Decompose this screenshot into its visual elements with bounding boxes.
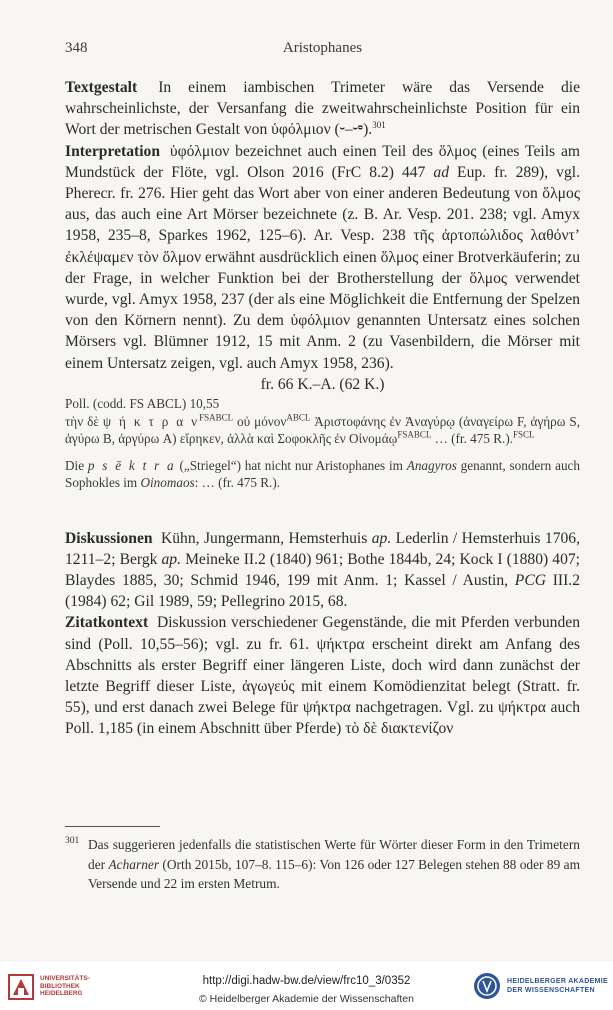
section-label: Zitatkontext xyxy=(65,614,149,632)
manuscript-siglum: ABCL xyxy=(286,412,311,423)
section-body: Kühn, Jungermann, Hemsterhuis xyxy=(160,529,372,547)
translation-text: genannt, sondern auch Sophokles im xyxy=(65,457,580,491)
italic-title: Anagyros xyxy=(406,457,457,473)
greek-text: οὐ μόνον xyxy=(233,413,287,429)
italic-title: Oinomaos xyxy=(140,475,195,491)
greek-text: … (fr. 475 R.). xyxy=(431,431,514,447)
fragment-greek-text xyxy=(65,413,580,448)
fragment-title: fr. 66 K.–A. (62 K.) xyxy=(260,375,385,393)
fragment-translation xyxy=(65,457,580,492)
section-label: Interpretation xyxy=(65,142,160,160)
section-body: Diskussion verschiedener Gegenstände, die mit Pferden verbunden sind (Poll. 10,55–56); vgl. zu fr. 61. ψήκτρα erscheint direkt am Anfang des Abschnitts als erster Begriff einer längeren Liste, doch wird dann zunächst der letzte Begriff dieser Liste, ἀγωγεύς mit einem Komödienzitat belegt (Stratt. fr. 55), und erst danach zwei Belege für ψήκτρα nachgetragen. Vgl. zu ψήκτρα auch Poll. 1,185 (in einem Abschnitt über Pferde) τὸ δὲ διακτενίζον xyxy=(65,614,580,738)
permalink-url[interactable]: http://digi.hadw-bw.de/view/frc10_3/0352 xyxy=(202,975,411,987)
spaced-lemma: p s ē k t r a xyxy=(87,457,176,473)
section-body: ὑφόλμιον bezeichnet auch einen Teil des ὅλμος (eines Teils am Mundstück der Flöte, vgl. Olson 2016 (FrC 8.2) 447 xyxy=(65,142,580,181)
page-number: 348 xyxy=(65,40,88,56)
logo-line: BIBLIOTHEK xyxy=(40,982,80,990)
translation-text: („Striegel“) hat nicht nur Aristophanes im xyxy=(175,457,407,473)
section-body: In einem iambischen Trimeter wäre das Versende die wahrscheinlichste, der Versanfang die zweitwahrscheinlichste Position für ein Wort der metrischen Gestalt von ὑφόλμιον (⏑–⏑⏒). xyxy=(65,79,580,139)
section-body: Lederlin / Hemsterhuis 1706, 1211–2; Bergk xyxy=(65,529,581,568)
academy-name[interactable] xyxy=(507,977,608,995)
logo-line: HEIDELBERGER AKADEMIE xyxy=(507,978,608,985)
logo-line: UNIVERSITÄTS- xyxy=(40,975,90,982)
page-header xyxy=(65,40,580,62)
manuscript-siglum: FSCL xyxy=(513,429,535,440)
footnote-body: (Orth 2015b, 107–8. 115–6): Von 126 oder 127 Belegen stehen 88 oder 89 am Versende und 22 im ersten Metrum. xyxy=(88,856,580,891)
footnote-body: Das suggerieren jedenfalls die statistischen Werte für Wörter dieser Form in den Trimetern der xyxy=(88,837,580,872)
main-text xyxy=(65,77,580,740)
section-textgestalt xyxy=(65,77,580,141)
footnote-divider xyxy=(65,826,160,827)
logo-line: DER WISSENSCHAFTEN xyxy=(507,987,595,994)
italic-term: ap. xyxy=(371,529,392,547)
section-label: Textgestalt xyxy=(65,79,138,96)
manuscript-siglum: FSABCL xyxy=(397,429,432,440)
section-interpretation xyxy=(65,141,580,374)
italic-term: PCG xyxy=(514,571,546,589)
fragment-source: Poll. (codd. FS ABCL) 10,55 xyxy=(65,396,220,412)
section-diskussionen xyxy=(65,528,580,613)
logo-line: HEIDELBERG xyxy=(40,990,83,998)
greek-text: τὴν δὲ xyxy=(65,413,103,429)
spaced-lemma: ψ ή κ τ ρ α ν xyxy=(102,413,200,429)
footnote-reference[interactable]: 301 xyxy=(372,120,386,131)
greek-text: Ἀριστοφάνης ἐν Ἀναγύρῳ (ἀναγείρω F, ἀγήρω S, ἀγύρω B, ἀργύρω A) εἴρηκεν, ἀλλὰ καὶ Σοφοκλῆς ἐν Οἰνομάῳ xyxy=(65,413,580,447)
manuscript-siglum: FSABCL xyxy=(199,412,234,423)
section-body: III.2 (1984) 62; Gil 1989, 59; Pellegrino 2015, 68. xyxy=(65,571,580,611)
section-body: Meineke II.2 (1840) 961; Bothe 1844b, 24; Kock I (1880) 407; Blaydes 1885, 30; Schmid 1946, 199 mit Anm. 1; Kassel / Austin, xyxy=(65,550,580,589)
copyright-notice: © Heidelberger Akademie der Wissenschaften xyxy=(199,993,414,1005)
footnote-number: 301 xyxy=(65,836,80,846)
section-zitatkontext xyxy=(65,612,580,739)
section-body: Eup. fr. 289), vgl. Pherecr. fr. 276. Hier geht das Wort aber von einer anderen Bedeutung von ὅλμος aus, das auch eine Art Mörser bezeichnete (z. B. Ar. Vesp. 201. 238; vgl. Amyx 1958, 235–8, Sparkes 1962, 125–6). Ar. Vesp. 238 τῆς ἀρτοπώλιδος λαθόντ’ ἐκλέψαμεν τὸν ὅλμον erwähnt ausdrücklich einen ὅλμος einer Brotverkäuferin; zu der Frage, in welcher Funktion bei der Brotherstellung der ὅλμος verwendet wurde, vgl. Amyx 1958, 237 (der als eine Möglichkeit die Entfernung der Spelzen von den Körnern nennt). Zu dem ὑφόλμιον genannten Untersatz eines solchen Mörsers vgl. Blümner 1912, 15 mit Anm. 2 (zu Vasenbildern, die Mörser mit einem Untersatz zeigen, vgl. auch Amyx 1958, 236). xyxy=(65,163,580,372)
italic-term: ap. xyxy=(161,550,181,568)
footnote xyxy=(65,835,580,894)
fragment-apparatus xyxy=(65,395,580,492)
section-label: Diskussionen xyxy=(65,529,153,547)
footnote-text xyxy=(88,835,580,894)
translation-text: Die xyxy=(65,457,88,473)
running-title: Aristophanes xyxy=(282,40,363,56)
italic-title: Acharner xyxy=(108,856,160,872)
translation-text: : … (fr. 475 R.). xyxy=(194,475,281,491)
academy-seal-icon[interactable] xyxy=(473,972,501,1000)
italic-term: ad xyxy=(433,163,449,181)
